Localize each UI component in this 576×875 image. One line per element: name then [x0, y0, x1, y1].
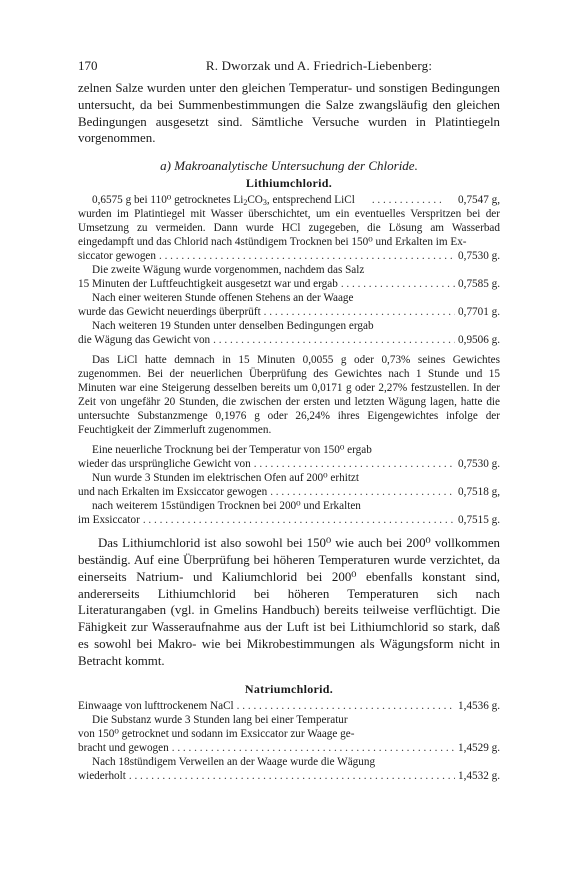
weighing-value: 0,7530 g.: [458, 458, 500, 471]
leader-dots: [143, 513, 455, 527]
lithium-weighing-2: [78, 277, 500, 291]
lithium-conclusion: Das Lithiumchlorid ist also sowohl bei 150⁰ wie auch bei 200⁰ vollkommen beständig. Auf eine Überprüfung bei höheren Temperaturen wurde verzichtet, da einerseits Natrium- und Kaliumchlorid bei 200⁰ ebenfalls konstant sind, andererseits Lithiumchlorid bei höheren Temperaturen sich nach Literaturangaben (vgl. in Gmelins Handbuch) bereits teilweise verflüchtigt. Die Fähigkeit zur Wasseraufnahme aus der Luft ist bei Lithiumchlorid so stark, daß es sowohl bei Makro- wie bei Mikrobestimmungen als Wägungsform nicht in Betracht kommt.: [78, 536, 500, 668]
lithium-weighing-1: [78, 249, 500, 263]
page: [78, 58, 500, 783]
lithium-heading: Lithiumchlorid.: [245, 176, 333, 191]
leader-dots: [213, 333, 455, 347]
weighing-value: 0,7530 g.: [458, 250, 500, 263]
lithium-weighing-4: [78, 333, 500, 347]
lithium-uptake-paragraph: Das LiCl hatte demnach in 15 Minuten 0,0055 g oder 0,73% seines Gewichtes zugenommen. Bei der neuerlichen Überprüfung des Gewichtes nach 1 Stunde und 15 Minuten war eine Steigerung desselben bereits um 0,0171 g oder 2,27% festzustellen. In der Zeit von ungefähr 20 Stunden, die zwischen der ersten und letzten Wägung lagen, hatte die untersuchte Substanzmenge 0,1976 g oder 26,24% ihres Eigengewichtes infolge der Feuchtigkeit der Zimmerluft zugenommen.: [78, 354, 500, 437]
lithium-weighing-3: [78, 305, 500, 319]
natrium-heading: Natriumchlorid.: [244, 681, 334, 696]
weighing-value: 0,7547 g,: [458, 194, 500, 207]
weighing-value: 0,9506 g.: [458, 334, 500, 347]
weighing-value: 1,4536 g.: [458, 699, 500, 712]
lithium-procedure: wurden im Platintiegel mit Wasser überschichtet, um ein eventuelles Verspritzen bei der Umsetzung zu vermeiden. Dann wurde HCl zugegeben, die Lösung am Wasserbad eingedampft und das Chlorid nach 4stündigem Trocknen bei 150⁰ und Erkalten im Ex-: [78, 208, 500, 249]
intro-paragraph: zelnen Salze wurden unter den gleichen Temperatur- und sonstigen Bedingungen untersucht, da bei Summenbestimmungen die Salze zwangsläufig den gleichen Bedingungen ausgesetzt sind. Sämtliche Versuche wurden in Platintiegeln vorgenommen.: [78, 81, 500, 146]
weighing-value: 0,7518 g,: [458, 486, 500, 499]
leader-dots: [270, 485, 455, 499]
natrium-weighing-2: [78, 741, 500, 755]
natrium-weighing-3-text: Nach 18stündigem Verweilen an der Waage wurde die Wägung: [92, 755, 376, 768]
leader-dots: [129, 769, 455, 783]
lithium-weighing-5-text: Eine neuerliche Trocknung bei der Temperatur von 150⁰ ergab: [92, 444, 372, 457]
weighing-label: 15 Minuten der Luftfeuchtigkeit ausgesetzt war und ergab: [78, 278, 338, 291]
weighing-value: 0,7585 g.: [458, 278, 500, 291]
lithium-weighing-6: [78, 485, 500, 499]
lithium-weighing-2-text: Die zweite Wägung wurde vorgenommen, nachdem das Salz: [92, 264, 365, 277]
page-number: 170: [78, 58, 98, 73]
page-header: [78, 58, 500, 80]
weighing-label: und nach Erkalten im Exsiccator gewogen: [78, 486, 268, 499]
running-head: R. Dworzak und A. Friedrich-Liebenberg:: [205, 58, 433, 73]
weighing-label: siccator gewogen: [78, 250, 156, 263]
lithium-weighing-5: [78, 457, 500, 471]
natrium-weighing-2-text-cont: von 150⁰ getrocknet und sodann im Exsiccator zur Waage ge-: [78, 727, 355, 740]
lithium-weighing-7-text: nach weiterem 15stündigen Trocknen bei 200⁰ und Erkalten: [92, 500, 361, 513]
leader-dots: [237, 699, 455, 713]
lithium-weighing-initial: [78, 193, 500, 207]
natrium-weighing-3: [78, 769, 500, 783]
weighing-label: Einwaage von lufttrockenem NaCl: [78, 699, 234, 712]
lithium-weighing-3-text: Nach einer weiteren Stunde offenen Stehens an der Waage: [92, 292, 354, 305]
natrium-weighing-2-text: Die Substanz wurde 3 Stunden lang bei einer Temperatur: [92, 713, 348, 726]
leader-dots: [172, 741, 455, 755]
weighing-label: wurde das Gewicht neuerdings überprüft: [78, 306, 261, 319]
weighing-label: wieder das ursprüngliche Gewicht von: [78, 458, 251, 471]
weighing-value: 0,7515 g.: [458, 514, 500, 527]
leader-dots: [254, 457, 455, 471]
weighing-value: 0,7701 g.: [458, 306, 500, 319]
natrium-weighing-1: [78, 699, 500, 713]
weighing-label: bracht und gewogen: [78, 741, 169, 754]
lithium-weighing-6-text: Nun wurde 3 Stunden im elektrischen Ofen auf 200⁰ erhitzt: [92, 472, 360, 485]
leader-dots: [264, 305, 455, 319]
lithium-weighing-4-text: Nach weiteren 19 Stunden unter denselben Bedingungen ergab: [92, 320, 374, 333]
weighing-value: 1,4532 g.: [458, 769, 500, 782]
leader-dots: [358, 193, 441, 207]
weighing-label: die Wägung das Gewicht von: [78, 334, 211, 347]
lithium-weighing-7: [78, 513, 500, 527]
leader-dots: [159, 249, 455, 263]
weighing-label: im Exsiccator: [78, 514, 140, 527]
section-title: a) Makroanalytische Untersuchung der Chloride.: [160, 158, 418, 174]
weighing-label: wiederholt: [78, 769, 126, 782]
leader-dots: [341, 277, 455, 291]
weighing-label: 0,6575 g bei 110⁰ getrocknetes $Li_2CO_3$, entsprechend LiCl: [92, 194, 355, 208]
weighing-value: 1,4529 g.: [458, 741, 500, 754]
